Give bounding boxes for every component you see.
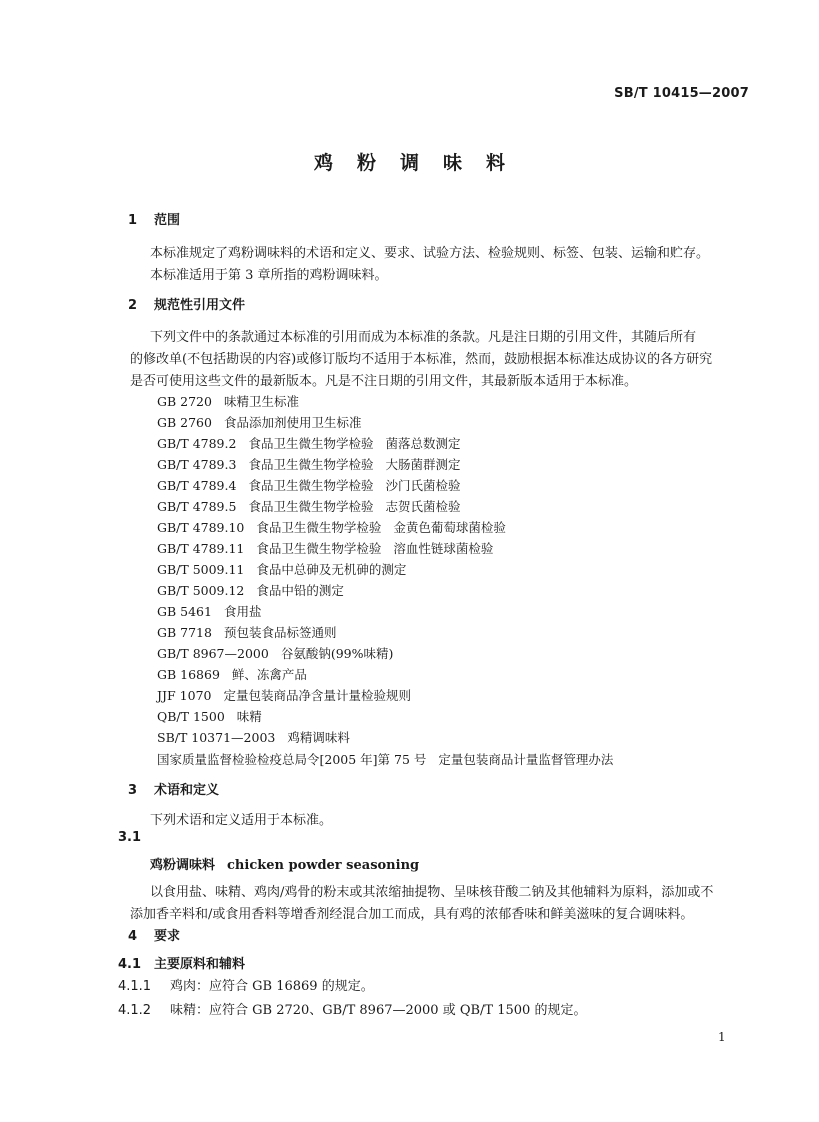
reference-item: GB 2760 食品添加剂使用卫生标准	[157, 415, 362, 430]
reference-item: GB/T 4789.3 食品卫生微生物学检验 大肠菌群测定	[157, 457, 461, 472]
reference-item: GB/T 5009.12 食品中铅的测定	[157, 583, 344, 598]
subsection-4-1: 4.1 主要原料和辅料	[118, 957, 246, 972]
reference-item: GB 7718 预包装食品标签通则	[157, 625, 337, 640]
reference-item: QB/T 1500 味精	[157, 709, 262, 724]
section-title: 范围	[154, 213, 181, 228]
reference-item: GB 5461 食用盐	[157, 604, 262, 619]
paragraph: 的修改单(不包括勘误的内容)或修订版均不适用于本标准，然而，鼓励根据本标准达成协议的各方研究	[130, 352, 713, 367]
section-title: 规范性引用文件	[154, 298, 246, 313]
section-title: 要求	[154, 929, 181, 944]
term-chinese: 鸡粉调味料	[150, 858, 216, 873]
reference-item: 国家质量监督检验检疫总局令[2005 年]第 75 号 定量包装商品计量监督管理办法	[157, 752, 614, 767]
section-number: 2	[128, 298, 138, 313]
section-2-heading	[128, 294, 245, 313]
section-number: 1	[128, 213, 138, 228]
term-english: chicken powder seasoning	[227, 858, 420, 873]
section-3-heading	[128, 779, 219, 798]
definition-text: 添加香辛料和/或食用香料等增香剂经混合加工而成，具有鸡的浓郁香味和鲜美滋味的复合调味料。	[130, 907, 694, 922]
paragraph: 本标准规定了鸡粉调味料的术语和定义、要求、试验方法、检验规则、标签、包装、运输和贮存。	[150, 246, 710, 261]
clause-4-1-1: 4.1.1 鸡肉：应符合 GB 16869 的规定。	[118, 979, 374, 994]
subsection-number: 3.1	[118, 830, 142, 845]
reference-item: GB 16869 鲜、冻禽产品	[157, 667, 307, 682]
paragraph: 本标准适用于第 3 章所指的鸡粉调味料。	[150, 268, 388, 283]
reference-item: GB/T 4789.5 食品卫生微生物学检验 志贺氏菌检验	[157, 499, 461, 514]
reference-item: GB/T 4789.11 食品卫生微生物学检验 溶血性链球菌检验	[157, 541, 494, 556]
term-line	[150, 854, 419, 873]
standard-number: SB/T 10415—2007	[614, 86, 749, 101]
document-title: 鸡粉调味料	[313, 152, 529, 174]
reference-item: GB/T 5009.11 食品中总砷及无机砷的测定	[157, 562, 407, 577]
section-1-heading	[128, 209, 180, 228]
paragraph: 下列术语和定义适用于本标准。	[150, 813, 333, 828]
paragraph: 是否可使用这些文件的最新版本。凡是不注日期的引用文件，其最新版本适用于本标准。	[130, 374, 638, 389]
definition-text: 以食用盐、味精、鸡肉/鸡骨的粉末或其浓缩抽提物、呈味核苷酸二钠及其他辅料为原料，添加或不	[150, 885, 714, 900]
page-number: 1	[718, 1030, 726, 1044]
section-title: 术语和定义	[154, 783, 220, 798]
reference-item: GB/T 4789.2 食品卫生微生物学检验 菌落总数测定	[157, 436, 461, 451]
section-number: 3	[128, 783, 138, 798]
reference-item: GB 2720 味精卫生标准	[157, 394, 299, 409]
section-number: 4	[128, 929, 138, 944]
reference-item: SB/T 10371—2003 鸡精调味料	[157, 730, 350, 745]
reference-item: GB/T 4789.4 食品卫生微生物学检验 沙门氏菌检验	[157, 478, 461, 493]
section-4-heading	[128, 925, 180, 944]
reference-item: JJF 1070 定量包装商品净含量计量检验规则	[157, 688, 411, 703]
paragraph: 下列文件中的条款通过本标准的引用而成为本标准的条款。凡是注日期的引用文件，其随后所有	[150, 330, 697, 345]
reference-item: GB/T 4789.10 食品卫生微生物学检验 金黄色葡萄球菌检验	[157, 520, 506, 535]
reference-item: GB/T 8967—2000 谷氨酸钠(99%味精)	[157, 646, 394, 661]
clause-4-1-2: 4.1.2 味精：应符合 GB 2720、GB/T 8967—2000 或 QB/T 1500 的规定。	[118, 1003, 587, 1018]
